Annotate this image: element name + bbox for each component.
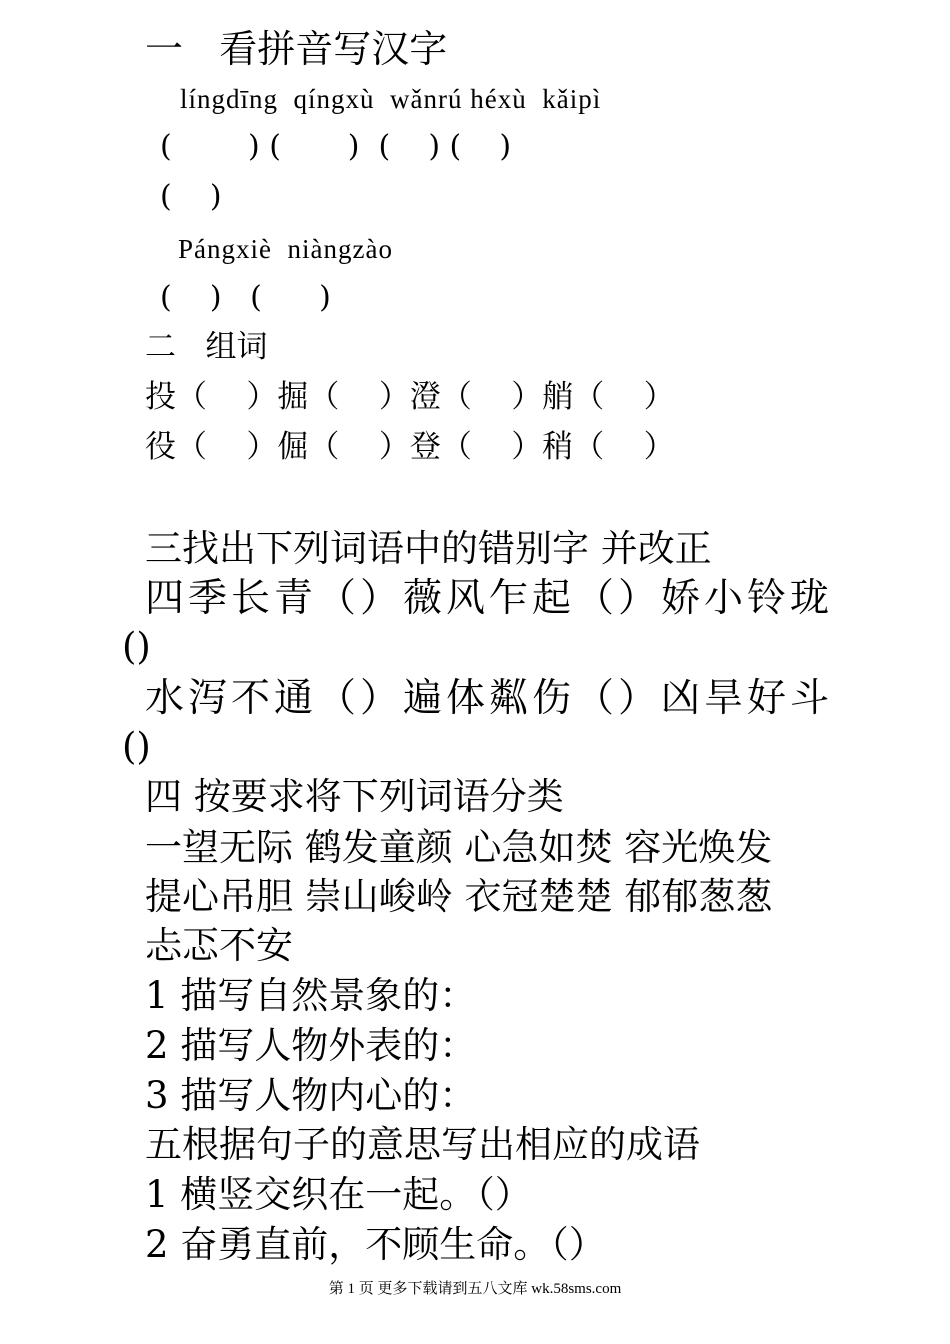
section3-title: 三找出下列词语中的错别字 并改正 bbox=[145, 527, 712, 570]
answer-blanks-row-1: ( ) ( ) ( ) ( ) bbox=[160, 129, 512, 164]
word-list-row-2: 提心吊胆 崇山峻岭 衣冠楚楚 郁郁葱葱 bbox=[145, 875, 773, 918]
page-footer: 第 1 页 更多下载请到五八文库 wk.58sms.com bbox=[328, 1281, 622, 1297]
pinyin-row-2: Pángxiè niàngzào bbox=[178, 234, 393, 264]
word-list-row-3: 忐忑不安 bbox=[145, 924, 293, 967]
section5-title: 五根据句子的意思写出相应的成语 bbox=[145, 1123, 700, 1166]
section1-title: 一 看拼音写汉字 bbox=[145, 27, 448, 71]
typo-row-1: 四季长青（）薇风乍起（）娇小铃珑 bbox=[145, 576, 834, 621]
category-question-3: 3 描写人物内心的： bbox=[145, 1074, 477, 1117]
category-question-1: 1 描写自然景象的： bbox=[145, 974, 477, 1017]
section2-title: 二 组词 bbox=[145, 329, 268, 365]
typo-row-2: 水泻不通（）遍体粼伤（）凶旱好斗 bbox=[145, 676, 834, 721]
word-group-row-1: 投（ ）掘（ ）澄（ ）艄（ ） bbox=[145, 379, 675, 415]
answer-blanks-row-2: ( ) bbox=[160, 179, 222, 214]
section4-title: 四 按要求将下列词语分类 bbox=[145, 775, 564, 818]
typo-row-1-tail: () bbox=[122, 625, 151, 668]
idiom-question-1: 1 横竖交织在一起。（） bbox=[145, 1173, 532, 1216]
word-group-row-2: 役（ ）倔（ ）登（ ）稍（ ） bbox=[145, 429, 675, 465]
typo-row-2-tail: () bbox=[122, 725, 151, 768]
answer-blanks-row-3: ( ) ( ) bbox=[160, 280, 331, 315]
word-list-row-1: 一望无际 鹤发童颜 心急如焚 容光焕发 bbox=[145, 826, 773, 869]
idiom-question-2: 2 奋勇直前，不顾生命。（） bbox=[145, 1223, 606, 1266]
pinyin-row-1: língdīng qíngxù wǎnrú héxù kǎipì bbox=[180, 84, 602, 114]
category-question-2: 2 描写人物外表的： bbox=[145, 1024, 477, 1067]
